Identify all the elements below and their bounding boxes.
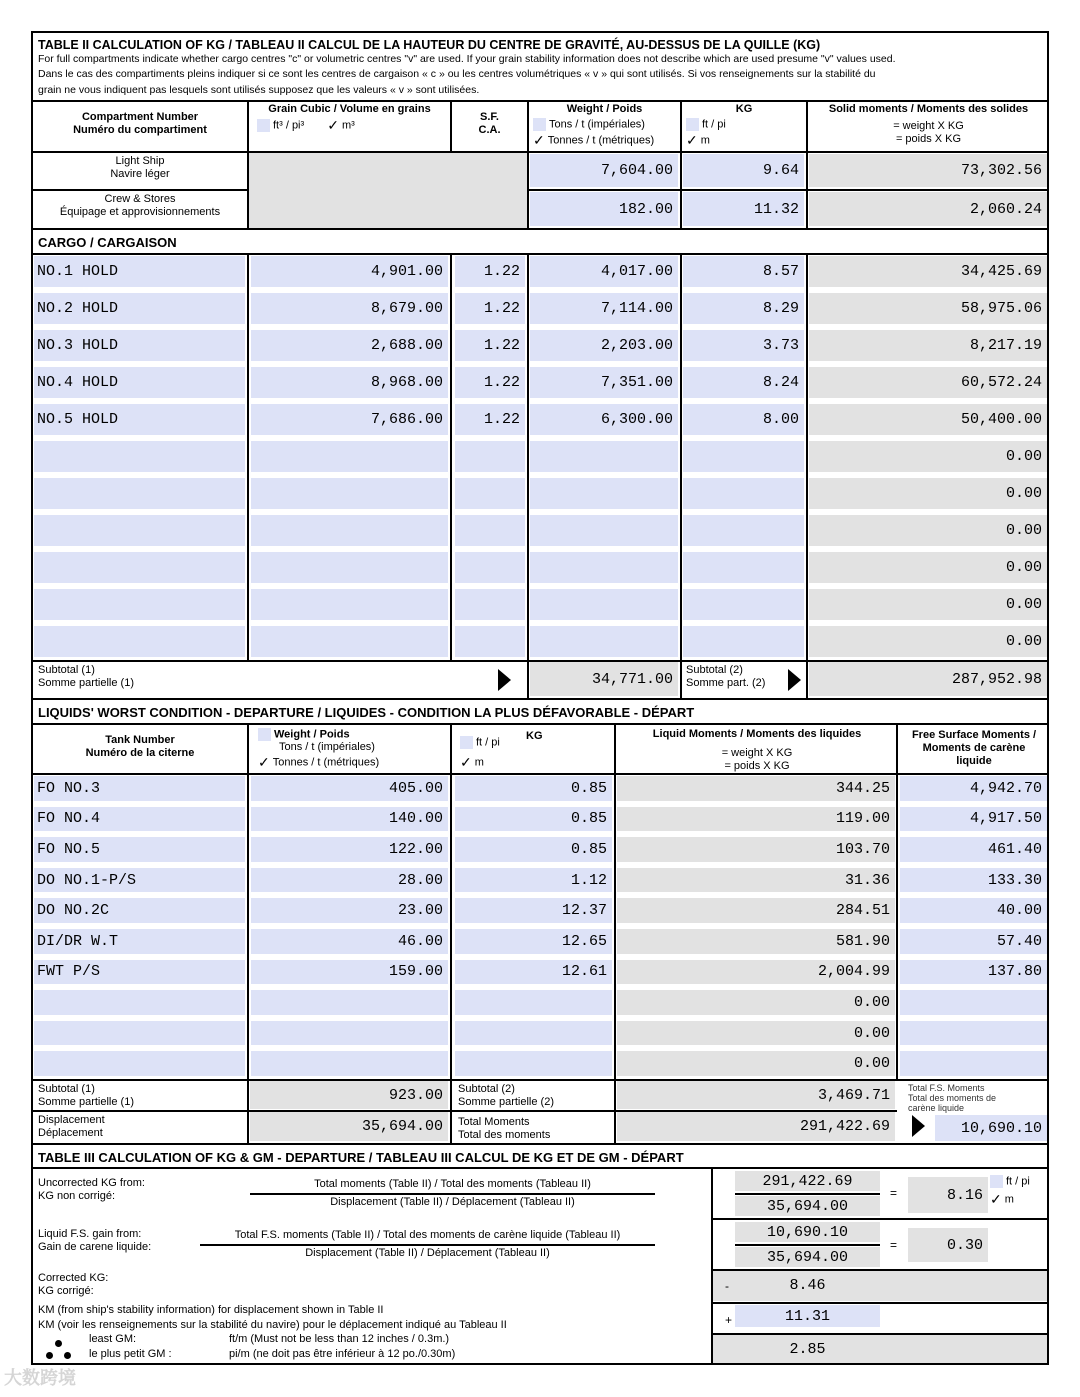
cargo-weight-field[interactable] [530, 441, 678, 472]
tank-column-header: Tank Number Numéro de la citerne [85, 734, 195, 759]
cargo-grain-field[interactable]: 4,901.00 [251, 256, 448, 287]
cargo-moment-field: 34,425.69 [809, 256, 1047, 287]
liquid-subtotal1-label: Subtotal (1) Somme partielle (1) [38, 1083, 134, 1108]
cargo-kg-field[interactable]: 3.73 [683, 330, 804, 361]
fs-total-value[interactable]: 10,690.10 [935, 1115, 1047, 1141]
kg-column-header: KG [735, 103, 753, 115]
liquid-subtotal2: 3,469.71 [617, 1081, 895, 1109]
grain-unit-options: ft³ / pi³ ✓ m³ [257, 119, 355, 132]
tank-number-field[interactable] [34, 1021, 245, 1046]
liquid-fs-gain-result: 0.30 [908, 1228, 988, 1262]
crew-weight[interactable]: 182.00 [530, 192, 678, 226]
cargo-moment-field: 0.00 [809, 441, 1047, 472]
cargo-kg-field[interactable] [683, 626, 804, 657]
weight-unit-metric: ✓ Tonnes / t (métriques) [533, 132, 655, 148]
equals-sign: = [890, 1186, 898, 1200]
crew-kg[interactable]: 11.32 [683, 192, 804, 226]
liquids-section-title: LIQUIDS' WORST CONDITION - DEPARTURE / LIQUIDES - CONDITION LA PLUS DÉFAVORABLE - DÉPART [38, 705, 695, 720]
cargo-sf-field[interactable] [455, 441, 525, 472]
km-value[interactable]: 11.31 [735, 1305, 880, 1327]
cargo-grain-field[interactable] [251, 626, 448, 657]
cargo-compartment-field[interactable] [34, 589, 245, 620]
cargo-sf-field[interactable]: 1.22 [455, 330, 525, 361]
cargo-moment-field: 0.00 [809, 478, 1047, 509]
liquid-moment-field: 0.00 [617, 1021, 895, 1046]
result-unit-m: ✓ m [990, 1191, 1014, 1207]
minus-sign: - [725, 1279, 729, 1293]
cargo-kg-field[interactable] [683, 441, 804, 472]
uncorrected-numerator: 291,422.69 [735, 1171, 880, 1191]
cargo-moment-field: 60,572.24 [809, 367, 1047, 398]
cargo-compartment-field[interactable] [34, 478, 245, 509]
tank-kg-field[interactable]: 12.65 [455, 929, 612, 954]
tank-number-field[interactable] [34, 1051, 245, 1076]
tank-number-field[interactable]: FO NO.4 [34, 807, 245, 832]
cargo-moment-field: 0.00 [809, 552, 1047, 583]
total-moments-value: 291,422.69 [617, 1112, 895, 1141]
tank-weight-field[interactable] [251, 1021, 448, 1046]
least-gm-value: 2.85 [735, 1337, 880, 1361]
m3-check-icon[interactable]: ✓ [327, 117, 339, 133]
cargo-grain-field[interactable]: 8,679.00 [251, 293, 448, 324]
cargo-compartment-field[interactable]: NO.1 HOLD [34, 256, 245, 287]
metric-check-icon[interactable]: ✓ [533, 132, 545, 148]
free-surface-field[interactable] [900, 1051, 1047, 1076]
plus-sign: + [725, 1313, 733, 1327]
liquid-subtotal2-label: Subtotal (2) Somme partielle (2) [458, 1083, 554, 1108]
cargo-compartment-field[interactable] [34, 626, 245, 657]
cargo-sf-field[interactable] [455, 478, 525, 509]
instruction-line: grain ne vous indiquent pas lesquels sont utilisés supposez que les valeurs « v » sont utilisées. [38, 84, 480, 96]
cargo-weight-field[interactable] [530, 589, 678, 620]
cargo-compartment-field[interactable]: NO.5 HOLD [34, 404, 245, 435]
cargo-kg-field[interactable] [683, 515, 804, 546]
liquid-numerator-text: Total F.S. moments (Table II) / Total des moments de carène liquide (Tableau II) [234, 1229, 621, 1241]
corrected-kg-label: Corrected KG: KG corrigé: [38, 1272, 109, 1297]
cargo-subtotal2: 287,952.98 [809, 662, 1047, 696]
free-surface-field[interactable]: 57.40 [900, 929, 1047, 954]
tank-weight-field[interactable]: 23.00 [251, 898, 448, 923]
result-unit-ft: ft / pi [990, 1175, 1030, 1188]
weight-column-header: Weight / Poids [566, 103, 643, 115]
cargo-weight-field[interactable] [530, 552, 678, 583]
free-surface-field[interactable]: 4,917.50 [900, 807, 1047, 832]
table3-title: TABLE III CALCULATION OF KG & GM - DEPARTURE / TABLEAU III CALCUL DE KG ET DE GM - DÉPART [38, 1150, 684, 1165]
corrected-kg-value: 8.46 [735, 1273, 880, 1297]
cargo-grain-field[interactable] [251, 478, 448, 509]
cargo-weight-field[interactable]: 7,351.00 [530, 367, 678, 398]
metric-check-icon[interactable]: ✓ [258, 754, 270, 770]
tank-weight-field[interactable]: 28.00 [251, 868, 448, 893]
cargo-kg-field[interactable]: 8.57 [683, 256, 804, 287]
cargo-sf-field[interactable] [455, 626, 525, 657]
tank-number-field[interactable]: FWT P/S [34, 960, 245, 985]
cargo-sf-field[interactable] [455, 589, 525, 620]
solid-formula: = weight X KG = poids X KG [893, 120, 964, 145]
solid-moments-header: Solid moments / Moments des solides [828, 103, 1029, 115]
cargo-grain-field[interactable] [251, 441, 448, 472]
cargo-moment-field: 8,217.19 [809, 330, 1047, 361]
cargo-moment-field: 0.00 [809, 626, 1047, 657]
cargo-compartment-field[interactable]: NO.4 HOLD [34, 367, 245, 398]
weight-unit-imperial: Tons / t (impériales) [533, 118, 645, 131]
liquid-moment-field: 581.90 [617, 929, 895, 954]
liquid-denominator-text: Displacement (Table II) / Déplacement (Tableau II) [305, 1247, 550, 1259]
imperial-checkbox[interactable] [533, 118, 546, 131]
free-surface-field[interactable] [900, 1021, 1047, 1046]
least-gm-label: least GM: le plus petit GM : [89, 1333, 172, 1360]
cargo-moment-field: 0.00 [809, 589, 1047, 620]
cargo-weight-field[interactable] [530, 515, 678, 546]
m-check-icon[interactable]: ✓ [686, 132, 698, 148]
liquid-weight-imperial: Tons / t (impériales) [279, 741, 375, 753]
equals-sign: = [890, 1238, 898, 1252]
crew-moment: 2,060.24 [809, 192, 1047, 226]
tank-kg-field[interactable]: 12.37 [455, 898, 612, 923]
cargo-subtotal1-label: Subtotal (1) Somme partielle (1) [38, 664, 134, 689]
cargo-compartment-field[interactable] [34, 441, 245, 472]
cargo-kg-field[interactable]: 8.29 [683, 293, 804, 324]
free-surface-field[interactable] [900, 990, 1047, 1015]
therefore-icon [46, 1352, 53, 1359]
instruction-line: Dans le cas des compartiments pleins indiquer si ce sont les centres de cargaison « c » ou les centres volumétriques « v » qui sont utilisés. Si vos renseignements sur la stabilité du [38, 68, 876, 80]
cargo-section-title: CARGO / CARGAISON [38, 235, 177, 250]
light-ship-weight[interactable]: 7,604.00 [530, 154, 678, 187]
ft-checkbox[interactable] [460, 736, 473, 749]
tank-number-field[interactable] [34, 990, 245, 1015]
free-surface-field[interactable]: 40.00 [900, 898, 1047, 923]
liquid-kg-m: ✓ m [460, 754, 484, 770]
tank-kg-field[interactable] [455, 1021, 612, 1046]
tank-number-field[interactable]: DO NO.2C [34, 898, 245, 923]
liquid-weight-metric: ✓ Tonnes / t (métriques) [258, 754, 380, 770]
cargo-sf-field[interactable]: 1.22 [455, 367, 525, 398]
therefore-icon [55, 1340, 62, 1347]
cargo-subtotal2-label: Subtotal (2) Somme part. (2) [686, 664, 766, 689]
cargo-weight-field[interactable]: 6,300.00 [530, 404, 678, 435]
tank-weight-field[interactable] [251, 1051, 448, 1076]
cargo-sf-field[interactable]: 1.22 [455, 293, 525, 324]
free-surface-field[interactable]: 461.40 [900, 837, 1047, 862]
tank-kg-field[interactable]: 1.12 [455, 868, 612, 893]
uncorrected-kg-result: 8.16 [908, 1177, 988, 1213]
liquid-weight-header: Weight / Poids [258, 728, 350, 741]
free-surface-field[interactable]: 137.80 [900, 960, 1047, 985]
liquid-moment-field: 344.25 [617, 776, 895, 801]
cargo-compartment-field[interactable] [34, 515, 245, 546]
cargo-weight-field[interactable] [530, 478, 678, 509]
cargo-grain-field[interactable]: 7,686.00 [251, 404, 448, 435]
ft3-checkbox[interactable] [257, 119, 270, 132]
free-surface-header: Free Surface Moments / Moments de carène liquide [911, 729, 1037, 767]
total-moments-label: Total Moments Total des moments [458, 1116, 551, 1141]
tank-weight-field[interactable]: 46.00 [251, 929, 448, 954]
free-surface-field[interactable]: 4,942.70 [900, 776, 1047, 801]
liquid-moment-field: 0.00 [617, 1051, 895, 1076]
liquid-moments-formula: = weight X KG = poids X KG [721, 747, 793, 772]
cargo-grain-field[interactable] [251, 552, 448, 583]
liquid-moment-field: 284.51 [617, 898, 895, 923]
disabled-area [249, 153, 527, 228]
liquid-moment-field: 2,004.99 [617, 960, 895, 985]
uncorrected-denominator: 35,694.00 [735, 1196, 880, 1216]
cargo-grain-field[interactable]: 2,688.00 [251, 330, 448, 361]
cargo-weight-field[interactable]: 4,017.00 [530, 256, 678, 287]
sf-column-header: S.F. C.A. [478, 111, 501, 136]
cargo-moment-field: 0.00 [809, 515, 1047, 546]
tank-number-field[interactable]: FO NO.5 [34, 837, 245, 862]
tank-kg-field[interactable]: 12.61 [455, 960, 612, 985]
cargo-sf-field[interactable] [455, 515, 525, 546]
m-check-icon[interactable]: ✓ [990, 1191, 1002, 1207]
cargo-sf-field[interactable] [455, 552, 525, 583]
cargo-moment-field: 50,400.00 [809, 404, 1047, 435]
liquid-subtotal1: 923.00 [250, 1081, 448, 1109]
cargo-kg-field[interactable]: 8.00 [683, 404, 804, 435]
cargo-kg-field[interactable] [683, 552, 804, 583]
crew-label: Crew & Stores Équipage et approvisionnements [59, 193, 221, 218]
displacement-label: Displacement Déplacement [38, 1114, 105, 1139]
cargo-compartment-field[interactable]: NO.2 HOLD [34, 293, 245, 324]
cargo-kg-field[interactable] [683, 478, 804, 509]
grain-column-header: Grain Cubic / Volume en grains [268, 103, 431, 115]
table-title: TABLE II CALCULATION OF KG / TABLEAU II CALCUL DE LA HAUTEUR DU CENTRE DE GRAVITÉ, AU-DESSUS DE LA QUILLE (KG) [38, 38, 821, 52]
liquid-numerator: 10,690.10 [735, 1222, 880, 1242]
cargo-compartment-field[interactable]: NO.3 HOLD [34, 330, 245, 361]
fs-total-label: Total F.S. Moments Total des moments de carène liquide [908, 1083, 997, 1113]
uncorrected-denominator-text: Displacement (Table II) / Déplacement (Tableau II) [330, 1196, 575, 1208]
free-surface-field[interactable]: 133.30 [900, 868, 1047, 893]
ft-checkbox[interactable] [686, 118, 699, 131]
kg-unit-m: ✓ m [686, 132, 710, 148]
arrow-right-icon [788, 669, 801, 691]
cargo-compartment-field[interactable] [34, 552, 245, 583]
liquid-moment-field: 119.00 [617, 807, 895, 832]
km-label: KM (from ship's stability information) for displacement shown in Table II KM (voir les renseignements sur la stabilité du navire) pour le déplacement indiqué au Tableau II [38, 1304, 507, 1331]
ft-checkbox[interactable] [990, 1175, 1003, 1188]
cargo-kg-field[interactable]: 8.24 [683, 367, 804, 398]
instruction-line: For full compartments indicate whether cargo centres "c" or volumetric centres "v" are used. If your grain stability information does not describe which are used presume "v" values used. [38, 53, 896, 65]
light-ship-moment: 73,302.56 [809, 154, 1047, 187]
liquid-moments-header: Liquid Moments / Moments des liquides [652, 728, 862, 740]
cargo-moment-field: 58,975.06 [809, 293, 1047, 324]
liquid-kg-header: KG [526, 730, 543, 742]
light-ship-label: Light Ship Navire léger [110, 155, 170, 180]
kg-unit-ft: ft / pi [686, 118, 726, 131]
tank-kg-field[interactable]: 0.85 [455, 776, 612, 801]
liquid-denominator: 35,694.00 [735, 1247, 880, 1267]
tank-kg-field[interactable]: 0.85 [455, 807, 612, 832]
cargo-subtotal1: 34,771.00 [530, 662, 678, 696]
m-check-icon[interactable]: ✓ [460, 754, 472, 770]
liquid-moment-field: 0.00 [617, 990, 895, 1015]
cargo-sf-field[interactable]: 1.22 [455, 256, 525, 287]
liquid-moment-field: 103.70 [617, 837, 895, 862]
therefore-icon [64, 1352, 71, 1359]
tank-weight-field[interactable]: 122.00 [251, 837, 448, 862]
least-gm-note: ft/m (Must not be less than 12 inches / 0.3m.) pi/m (ne doit pas être inférieur à 12 po./0.30m) [229, 1333, 456, 1360]
tank-kg-field[interactable] [455, 1051, 612, 1076]
tank-kg-field[interactable] [455, 990, 612, 1015]
tank-number-field[interactable]: FO NO.3 [34, 776, 245, 801]
imperial-checkbox[interactable] [258, 728, 271, 741]
tank-weight-field[interactable]: 140.00 [251, 807, 448, 832]
liquid-moment-field: 31.36 [617, 868, 895, 893]
cargo-grain-field[interactable] [251, 589, 448, 620]
cargo-kg-field[interactable] [683, 589, 804, 620]
tank-kg-field[interactable]: 0.85 [455, 837, 612, 862]
cargo-grain-field[interactable] [251, 515, 448, 546]
arrow-right-icon [498, 669, 511, 691]
arrow-right-icon [912, 1115, 925, 1137]
tank-number-field[interactable]: DI/DR W.T [34, 929, 245, 954]
tank-weight-field[interactable] [251, 990, 448, 1015]
liquid-kg-ft: ft / pi [460, 736, 500, 749]
displacement-value: 35,694.00 [250, 1112, 448, 1141]
light-ship-kg[interactable]: 9.64 [683, 154, 804, 187]
liquid-fs-gain-label: Liquid F.S. gain from: Gain de carene liquide: [38, 1228, 152, 1253]
uncorrected-kg-label: Uncorrected KG from: KG non corrigé: [38, 1177, 145, 1202]
watermark: 大数跨境 [4, 1368, 76, 1388]
cargo-weight-field[interactable]: 2,203.00 [530, 330, 678, 361]
compartment-column-header: Compartment Number Numéro du compartiment [73, 111, 207, 136]
tank-number-field[interactable]: DO NO.1-P/S [34, 868, 245, 893]
cargo-weight-field[interactable]: 7,114.00 [530, 293, 678, 324]
tank-weight-field[interactable]: 159.00 [251, 960, 448, 985]
tank-weight-field[interactable]: 405.00 [251, 776, 448, 801]
cargo-grain-field[interactable]: 8,968.00 [251, 367, 448, 398]
cargo-sf-field[interactable]: 1.22 [455, 404, 525, 435]
cargo-weight-field[interactable] [530, 626, 678, 657]
uncorrected-numerator-text: Total moments (Table II) / Total des moments (Tableau II) [314, 1178, 591, 1190]
